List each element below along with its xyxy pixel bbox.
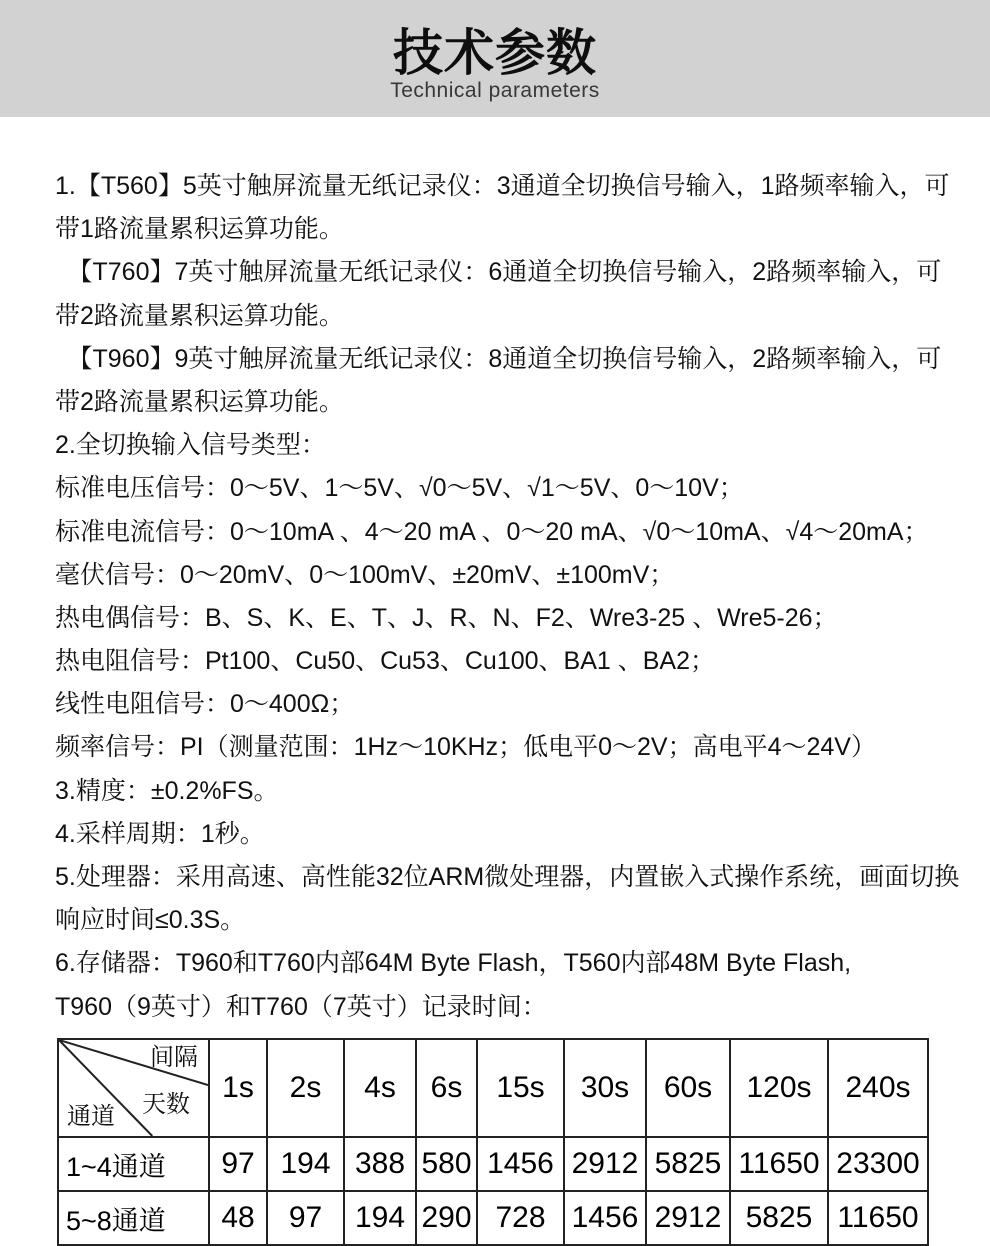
spec-line: 4.采样周期：1秒。: [55, 819, 265, 848]
interval-header: 15s: [477, 1039, 564, 1137]
days-cell: 388: [344, 1137, 416, 1191]
channel-cell: 1~4通道: [58, 1137, 209, 1191]
record-time-table: [57, 1038, 929, 1246]
page-title: 技术参数: [393, 25, 597, 81]
interval-header: 240s: [828, 1039, 928, 1137]
spec-line: 5.处理器：采用高速、高性能32位ARM微处理器，内置嵌入式操作系统，画面切换: [55, 863, 960, 891]
table-row: [58, 1137, 928, 1191]
days-cell: 728: [477, 1191, 564, 1245]
spec-line: 带1路流量累积运算功能。: [55, 215, 344, 244]
spec-line: 标准电压信号：0～5V、1～5V、√0～5V、√1～5V、0～10V；: [55, 474, 744, 503]
corner-label-channel: 通道: [67, 1103, 115, 1130]
days-cell: 11650: [730, 1137, 828, 1191]
spec-line: 热电阻信号：Pt100、Cu50、Cu53、Cu100、BA1 、BA2；: [55, 647, 715, 676]
spec-line: 3.精度：±0.2%FS。: [55, 776, 279, 805]
days-cell: 194: [344, 1191, 416, 1245]
days-cell: 11650: [828, 1191, 928, 1245]
spec-text-block: [55, 165, 960, 1029]
interval-header: 6s: [416, 1039, 477, 1137]
interval-header: 120s: [730, 1039, 828, 1137]
header-band: [0, 0, 990, 117]
days-cell: 5825: [730, 1191, 828, 1245]
spec-line: 1.【T560】5英寸触屏流量无纸记录仪：3通道全切换信号输入，1路频率输入，可: [55, 172, 950, 200]
days-cell: 290: [416, 1191, 477, 1245]
interval-header: 60s: [646, 1039, 730, 1137]
spec-line: 带2路流量累积运算功能。: [55, 301, 344, 330]
days-cell: 97: [267, 1191, 344, 1245]
days-cell: 194: [267, 1137, 344, 1191]
page-subtitle: Technical parameters: [390, 79, 600, 102]
channel-cell: 5~8通道: [58, 1191, 209, 1245]
spec-line: 2.全切换输入信号类型：: [55, 431, 326, 460]
days-cell: 97: [209, 1137, 267, 1191]
days-cell: 23300: [828, 1137, 928, 1191]
spec-line: 标准电流信号：0～10mA 、4～20 mA 、0～20 mA、√0～10mA、√4～20mA；: [55, 517, 929, 546]
spec-line: 响应时间≤0.3S。: [55, 906, 246, 935]
spec-line: 【T760】7英寸触屏流量无纸记录仪：6通道全切换信号输入，2路频率输入，可: [55, 258, 942, 287]
interval-header: 4s: [344, 1039, 416, 1137]
days-cell: 48: [209, 1191, 267, 1245]
spec-line: 带2路流量累积运算功能。: [55, 387, 344, 416]
corner-label-days: 天数: [142, 1091, 190, 1118]
spec-line: 热电偶信号：B、S、K、E、T、J、R、N、F2、Wre3-25 、Wre5-26；: [55, 603, 838, 632]
table-row: [58, 1191, 928, 1245]
spec-line: 线性电阻信号：0～400Ω；: [55, 690, 355, 719]
days-cell: 1456: [564, 1191, 646, 1245]
days-cell: 580: [416, 1137, 477, 1191]
days-cell: 2912: [646, 1191, 730, 1245]
days-cell: 2912: [564, 1137, 646, 1191]
days-cell: 1456: [477, 1137, 564, 1191]
spec-line: T960（9英寸）和T760（7英寸）记录时间：: [55, 992, 547, 1021]
table-corner-cell: [58, 1039, 209, 1137]
spec-line: 毫伏信号：0～20mV、0～100mV、±20mV、±100mV；: [55, 560, 675, 589]
table-header-row: [58, 1039, 928, 1137]
spec-line: 【T960】9英寸触屏流量无纸记录仪：8通道全切换信号输入，2路频率输入，可: [55, 344, 942, 373]
interval-header: 1s: [209, 1039, 267, 1137]
days-cell: 5825: [646, 1137, 730, 1191]
corner-label-interval: 间隔: [150, 1044, 198, 1071]
interval-header: 30s: [564, 1039, 646, 1137]
spec-line: 频率信号：PI（测量范围：1Hz～10KHz；低电平0～2V；高电平4～24V）: [55, 733, 876, 762]
interval-header: 2s: [267, 1039, 344, 1137]
spec-line: 6.存储器：T960和T760内部64M Byte Flash，T560内部48M Byte Flash,: [55, 949, 852, 978]
